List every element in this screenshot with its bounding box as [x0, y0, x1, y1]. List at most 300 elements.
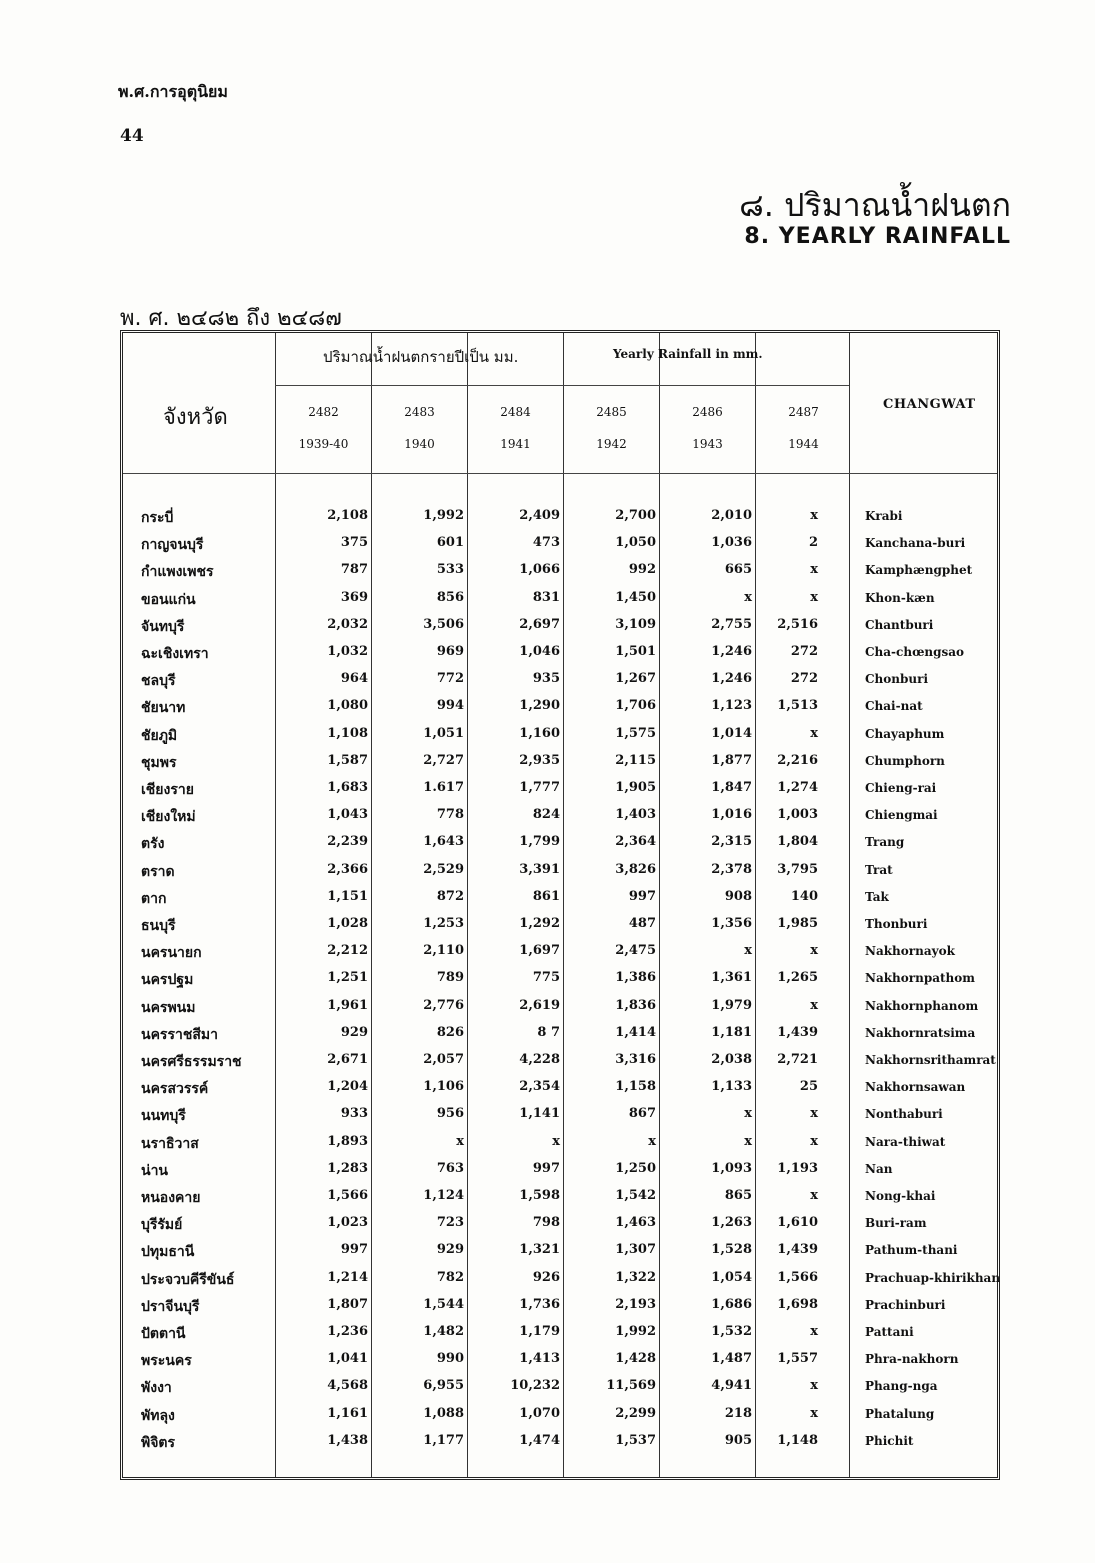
province-thai: หนองคาย	[141, 1190, 201, 1206]
table-row	[123, 639, 997, 666]
province-thai: ปัตตานี	[141, 1326, 186, 1342]
rainfall-value: 1,321	[519, 1242, 560, 1258]
rainfall-value: 778	[436, 807, 464, 823]
rainfall-value: x	[744, 1106, 752, 1122]
rainfall-value: 1,836	[615, 997, 656, 1013]
province-name: Krabi	[865, 509, 903, 523]
table-row	[123, 1047, 997, 1074]
rainfall-value: 1,807	[327, 1296, 368, 1312]
rainfall-value: 1,697	[519, 943, 560, 959]
rainfall-value: 1,014	[711, 725, 752, 741]
province-thai: ตรัง	[141, 836, 165, 853]
rainfall-value: 1,070	[519, 1405, 560, 1421]
rainfall-value: 1,253	[423, 916, 464, 931]
running-head: พ.ศ.การอุตุนิยม	[118, 82, 228, 101]
rainfall-value: 1,263	[711, 1215, 752, 1231]
rainfall-value: 1,698	[777, 1296, 818, 1312]
rainfall-value: 1,267	[615, 671, 656, 687]
year-header-be: 2487	[788, 405, 819, 419]
page-title: 8. YEARLY RAINFALL	[744, 224, 1011, 249]
province-name: Nara-thiwat	[865, 1134, 946, 1149]
rainfall-value: 990	[436, 1351, 464, 1367]
province-thai: น่าน	[141, 1162, 169, 1179]
header-en: Yearly Rainfall in mm.	[613, 347, 763, 361]
province-name: Prachuap-khirikhan	[865, 1270, 1001, 1285]
table-row	[123, 1428, 997, 1455]
rainfall-value: 1,386	[615, 970, 656, 986]
rainfall-value: 2,409	[519, 508, 560, 523]
province-name: Kanchana-buri	[865, 536, 966, 551]
rainfall-value: 1,093	[711, 1160, 752, 1176]
rainfall-value: 1,428	[615, 1351, 656, 1367]
rainfall-value: 375	[340, 535, 368, 551]
province-name: Chonburi	[865, 672, 928, 687]
rainfall-value: 1,080	[327, 698, 368, 714]
province-name: Chantburi	[865, 617, 934, 632]
rainfall-value: 1,214	[327, 1269, 368, 1285]
rainfall-value: 487	[628, 916, 656, 931]
rainfall-value: 1,474	[519, 1432, 560, 1448]
rainfall-value: 1,893	[327, 1133, 368, 1149]
rainfall-value: 1,992	[423, 508, 464, 523]
rainfall-value: 1,133	[711, 1079, 752, 1095]
rainfall-value: 1,283	[327, 1160, 368, 1176]
table-row	[123, 1265, 1001, 1292]
province-thai: พระนคร	[141, 1353, 192, 1370]
rainfall-value: 1,513	[777, 698, 818, 714]
table-row	[123, 857, 997, 884]
rainfall-value: 1,250	[615, 1160, 656, 1176]
rainfall-value: 865	[724, 1188, 752, 1203]
rainfall-value: 826	[436, 1024, 464, 1040]
rainfall-value: 1,236	[327, 1324, 368, 1339]
rainfall-value: x	[744, 1133, 752, 1149]
province-name: Trang	[865, 835, 905, 850]
province-thai: นครพนม	[141, 999, 196, 1016]
province-name: Nakhornsrithamrat	[865, 1053, 996, 1067]
table-row	[123, 884, 997, 911]
rainfall-value: 1,036	[711, 535, 752, 551]
rainfall-value: 1,274	[777, 780, 818, 795]
year-header-ad: 1939-40	[298, 437, 349, 451]
rainfall-value: x	[810, 562, 818, 578]
province-thai: ธนบุรี	[141, 918, 176, 934]
rainfall-value: 2,721	[777, 1052, 818, 1067]
rainfall-value: 1,246	[711, 644, 752, 659]
rainfall-value: 10,232	[510, 1378, 560, 1394]
rainfall-value: 824	[532, 807, 560, 823]
rainfall-value: 1,414	[615, 1024, 656, 1040]
rainfall-value: 1,246	[711, 671, 752, 687]
rainfall-value: 1,905	[615, 780, 656, 795]
table-row	[123, 748, 997, 775]
table-row	[123, 557, 997, 584]
rainfall-value: x	[810, 997, 818, 1013]
rainfall-value: x	[810, 508, 818, 523]
table-row	[123, 693, 997, 720]
rainfall-value: x	[456, 1133, 464, 1149]
rainfall-value: 926	[532, 1269, 560, 1285]
rainfall-value: 4,941	[711, 1378, 752, 1394]
rainfall-value: 905	[724, 1432, 752, 1448]
table-row	[123, 1346, 997, 1373]
rainfall-value: x	[810, 943, 818, 959]
rainfall-value: 8 7	[537, 1024, 560, 1040]
rainfall-value: 1,537	[615, 1432, 656, 1448]
province-thai: นครศรีธรรมราช	[141, 1054, 242, 1070]
year-header-ad: 1944	[788, 437, 819, 451]
rainfall-value: 1,439	[777, 1242, 818, 1258]
rainfall-value: 2,010	[711, 508, 752, 523]
table-row	[123, 993, 997, 1020]
rainfall-value: 1,023	[327, 1215, 368, 1231]
rainfall-value: 2	[808, 535, 818, 551]
province-thai: นราธิวาส	[141, 1135, 199, 1152]
rainfall-value: 1.617	[423, 780, 464, 795]
rainfall-value: 272	[790, 644, 818, 659]
rainfall-value: x	[810, 1324, 818, 1339]
rainfall-value: 3,795	[777, 861, 818, 877]
rainfall-value: 1,292	[519, 916, 560, 931]
rainfall-value: 1,160	[519, 725, 560, 741]
province-name: Nong-khai	[865, 1189, 936, 1203]
province-thai: นครสวรรค์	[141, 1081, 209, 1098]
table-row	[123, 965, 997, 992]
rainfall-value: 1,124	[423, 1188, 464, 1203]
rainfall-value: 2,239	[327, 834, 368, 850]
rainfall-value: 601	[436, 535, 464, 551]
rainfall-value: 831	[532, 589, 560, 605]
rainfall-value: 1,686	[711, 1296, 752, 1312]
rainfall-value: 1,439	[777, 1024, 818, 1040]
year-header-ad: 1942	[596, 437, 627, 451]
province-thai: ขอนแก่น	[141, 591, 196, 608]
column-header-changwat-thai: จังหวัด	[163, 405, 228, 430]
rainfall-value: 992	[628, 562, 656, 578]
rainfall-value: 1,961	[327, 997, 368, 1013]
rainfall-value: 1,985	[777, 916, 818, 931]
rainfall-value: 933	[340, 1106, 368, 1122]
rainfall-value: 2,108	[327, 508, 368, 523]
rainfall-value: 1,566	[327, 1188, 368, 1203]
rainfall-value: x	[810, 1188, 818, 1203]
rainfall-value: x	[810, 1405, 818, 1421]
province-name: Khon-kæn	[865, 590, 935, 605]
rainfall-value: 3,316	[615, 1052, 656, 1067]
rainfall-value: 1,066	[519, 562, 560, 578]
rainfall-value: 929	[340, 1024, 368, 1040]
province-name: Pathum-thani	[865, 1243, 958, 1258]
rainfall-value: 2,038	[711, 1052, 752, 1067]
rainfall-value: 2,697	[519, 616, 560, 632]
province-name: Kamphængphet	[865, 563, 973, 578]
rainfall-value: 1,356	[711, 916, 752, 931]
rainfall-value: 782	[436, 1269, 464, 1285]
rainfall-value: 798	[532, 1215, 560, 1231]
province-thai: ฉะเชิงเทรา	[141, 646, 209, 662]
rainfall-value: 1,141	[519, 1106, 560, 1122]
rainfall-value: 3,506	[423, 616, 464, 632]
page-number: 44	[120, 126, 144, 146]
province-thai: พิจิตร	[141, 1434, 176, 1451]
rainfall-value: 872	[436, 888, 464, 904]
rainfall-value: 2,378	[711, 861, 752, 877]
table-row	[123, 1210, 997, 1237]
rainfall-value: 1,598	[519, 1188, 560, 1203]
rainfall-value: 1,322	[615, 1269, 656, 1285]
province-thai: พังงา	[141, 1380, 172, 1397]
province-name: Phang-nga	[865, 1379, 938, 1394]
rainfall-value: 1,482	[423, 1324, 464, 1339]
rainfall-value: 935	[532, 671, 560, 687]
province-name: Phatalung	[865, 1406, 935, 1421]
rainfall-value: 369	[340, 589, 368, 605]
rainfall-value: 3,826	[615, 861, 656, 877]
rainfall-value: 1,736	[519, 1296, 560, 1312]
rainfall-value: 2,216	[777, 752, 818, 768]
rainfall-value: 956	[436, 1106, 464, 1122]
table-row	[123, 938, 997, 965]
rainfall-value: 1,307	[615, 1242, 656, 1258]
province-thai: นครปฐม	[141, 972, 194, 989]
table-row	[123, 503, 997, 530]
rainfall-value: 665	[724, 562, 752, 578]
table-row	[123, 1129, 997, 1156]
province-thai: ปทุมธานี	[141, 1244, 195, 1261]
province-name: Chiengmai	[865, 808, 938, 823]
page-title-thai: ๘. ปริมาณน้ำฝนตก	[739, 186, 1011, 224]
rainfall-value: 1,054	[711, 1269, 752, 1285]
rainfall-value: 2,115	[615, 752, 656, 768]
rainfall-value: 2,516	[777, 616, 818, 632]
table-row	[123, 911, 997, 938]
rainfall-value: x	[552, 1133, 560, 1149]
rainfall-value: 1,179	[519, 1324, 560, 1339]
province-thai: นครนายก	[141, 945, 202, 962]
province-thai: ชลบุรี	[141, 673, 176, 690]
rainfall-value: 2,057	[423, 1052, 464, 1067]
rainfall-value: 2,193	[615, 1296, 656, 1312]
rainfall-value: 2,366	[327, 861, 368, 877]
rainfall-value: 997	[340, 1242, 368, 1258]
rainfall-value: 908	[724, 888, 752, 904]
rainfall-value: x	[810, 589, 818, 605]
rainfall-value: x	[648, 1133, 656, 1149]
province-name: Nakhornsawan	[865, 1080, 966, 1095]
rainfall-value: 2,032	[327, 616, 368, 632]
rainfall-value: 1,108	[327, 725, 368, 741]
province-name: Phra-nakhorn	[865, 1352, 959, 1367]
rainfall-value: 997	[628, 888, 656, 904]
province-name: Pattani	[865, 1325, 914, 1339]
province-thai: ชัยภูมิ	[141, 727, 178, 744]
header-thai: ปริมาณน้ำฝนตกรายปีเป็น มม.	[323, 348, 519, 366]
rainfall-value: 1,610	[777, 1215, 818, 1231]
table-row	[123, 1292, 997, 1319]
province-name: Cha-chœngsao	[865, 645, 965, 659]
province-name: Nan	[865, 1161, 893, 1176]
province-thai: เชียงราย	[141, 782, 194, 798]
table-row	[123, 1237, 997, 1264]
rainfall-value: 1,016	[711, 807, 752, 823]
year-header-ad: 1941	[500, 437, 531, 451]
province-name: Nakhornpathom	[865, 971, 975, 986]
column-header-changwat: CHANGWAT	[883, 397, 976, 412]
rainfall-value: 969	[436, 644, 464, 659]
rainfall-value: 1,532	[711, 1324, 752, 1339]
rainfall-value: 473	[532, 535, 560, 551]
year-header-be: 2484	[500, 405, 531, 419]
rainfall-value: 1,847	[711, 780, 752, 795]
rainfall-value: 3,109	[615, 616, 656, 632]
rainfall-value: 1,361	[711, 970, 752, 986]
province-name: Nakhornphanom	[865, 998, 979, 1013]
province-name: Tak	[865, 889, 889, 904]
province-thai: ชุมพร	[141, 754, 177, 771]
rainfall-value: 2,315	[711, 834, 752, 850]
rainfall-value: x	[744, 943, 752, 959]
rainfall-value: 272	[790, 671, 818, 687]
rainfall-value: 1,204	[327, 1079, 368, 1095]
rainfall-value: 1,544	[423, 1296, 464, 1312]
rainfall-value: 4,568	[327, 1378, 368, 1394]
rainfall-value: 1,587	[327, 752, 368, 768]
table-row	[123, 1020, 997, 1047]
rainfall-value: x	[810, 1106, 818, 1122]
rainfall-value: 1,501	[615, 644, 656, 659]
province-name: Chayaphum	[865, 726, 945, 741]
rainfall-value: 2,299	[615, 1405, 656, 1421]
rainfall-value: 994	[436, 698, 464, 714]
rainfall-value: 1,877	[711, 752, 752, 768]
rainfall-value: 1,463	[615, 1215, 656, 1231]
rainfall-value: 2,619	[519, 997, 560, 1013]
rainfall-value: x	[810, 725, 818, 741]
rainfall-value: 775	[532, 970, 560, 986]
rainfall-value: 2,727	[423, 752, 464, 768]
rainfall-value: 218	[724, 1405, 752, 1421]
rainfall-value: 1,683	[327, 780, 368, 795]
table-row	[123, 1156, 997, 1183]
rainfall-value: 1,528	[711, 1242, 752, 1258]
rainfall-value: 2,110	[423, 943, 464, 959]
rainfall-value: 929	[436, 1242, 464, 1258]
table-row	[123, 1401, 997, 1428]
rainfall-value: 1,193	[777, 1160, 818, 1176]
rainfall-value: 1,575	[615, 725, 656, 741]
table-row	[123, 802, 997, 829]
rainfall-value: 964	[340, 671, 368, 687]
province-name: Chai-nat	[865, 699, 923, 714]
rainfall-value: 533	[436, 562, 464, 578]
rainfall-value: 1,992	[615, 1324, 656, 1339]
province-name: Nakhornratsima	[865, 1025, 976, 1040]
rainfall-value: 140	[790, 888, 818, 904]
province-thai: ประจวบคีรีขันธ์	[141, 1271, 235, 1288]
table-row	[123, 1183, 997, 1210]
rainfall-value: 11,569	[606, 1378, 656, 1394]
table-row	[123, 721, 997, 748]
year-header-be: 2485	[596, 405, 627, 419]
table-row	[123, 666, 997, 693]
rainfall-value: 723	[436, 1215, 464, 1231]
table-row	[123, 612, 997, 639]
province-thai: เชียงใหม่	[141, 809, 196, 826]
year-header-ad: 1943	[692, 437, 723, 451]
rainfall-value: 2,475	[615, 943, 656, 959]
rainfall-value: 789	[436, 970, 464, 986]
rainfall-value: 6,955	[423, 1378, 464, 1394]
rainfall-value: 787	[340, 562, 368, 578]
rainfall-value: 1,161	[327, 1405, 368, 1421]
province-thai: พัทลุง	[141, 1407, 175, 1424]
province-thai: ชัยนาท	[141, 700, 186, 717]
rainfall-value: 1,003	[777, 807, 818, 823]
rainfall-value: 763	[436, 1160, 464, 1176]
rainfall-value: 1,290	[519, 698, 560, 714]
rainfall-value: 1,542	[615, 1188, 656, 1203]
table-row	[123, 530, 997, 557]
rainfall-value: 3,391	[519, 861, 560, 877]
rainfall-value: 1,181	[711, 1024, 752, 1040]
rainfall-value: 25	[799, 1079, 818, 1095]
rainfall-value: 1,265	[777, 970, 818, 986]
header-divider	[123, 473, 997, 474]
rainfall-value: 1,106	[423, 1079, 464, 1095]
table-row	[123, 775, 997, 802]
province-name: Thonburi	[865, 917, 928, 931]
rainfall-value: 997	[532, 1160, 560, 1176]
province-thai: กำแพงเพชร	[141, 564, 214, 581]
table-row	[123, 585, 997, 612]
year-header-be: 2483	[404, 405, 435, 419]
table-row	[123, 1101, 997, 1128]
rainfall-value: 1,043	[327, 807, 368, 823]
year-header-be: 2482	[308, 405, 339, 419]
rainfall-value: 1,438	[327, 1432, 368, 1448]
province-name: Phichit	[865, 1433, 914, 1448]
province-name: Nonthaburi	[865, 1107, 943, 1122]
province-name: Buri-ram	[865, 1216, 927, 1231]
rainfall-value: 1,251	[327, 970, 368, 986]
year-range: พ. ศ. ๒๔๘๒ ถึง ๒๔๘๗	[120, 306, 342, 331]
province-thai: นนทบุรี	[141, 1108, 186, 1125]
rainfall-value: 1,123	[711, 698, 752, 714]
rainfall-value: 1,403	[615, 807, 656, 823]
rainfall-value: 2,935	[519, 752, 560, 768]
rainfall-value: 861	[532, 888, 560, 904]
province-name: Chieng-rai	[865, 781, 937, 795]
province-thai: ปราจีนบุรี	[141, 1298, 200, 1315]
table-row	[123, 829, 997, 856]
rainfall-value: 2,671	[327, 1052, 368, 1067]
rainfall-value: 2,212	[327, 943, 368, 959]
table-row	[123, 1074, 997, 1101]
rainfall-value: 2,700	[615, 508, 656, 523]
rainfall-value: 1,046	[519, 644, 560, 659]
rainfall-value: 1,777	[519, 780, 560, 795]
rainfall-value: 1,799	[519, 834, 560, 850]
rainfall-value: 1,487	[711, 1351, 752, 1367]
rainfall-value: 1,051	[423, 725, 464, 741]
rainfall-value: 856	[436, 589, 464, 605]
province-name: Trat	[865, 862, 893, 877]
rainfall-table	[120, 330, 1000, 1480]
rainfall-value: 867	[628, 1106, 656, 1122]
header-divider	[275, 385, 849, 386]
rainfall-value: 1,050	[615, 535, 656, 551]
year-header-be: 2486	[692, 405, 723, 419]
